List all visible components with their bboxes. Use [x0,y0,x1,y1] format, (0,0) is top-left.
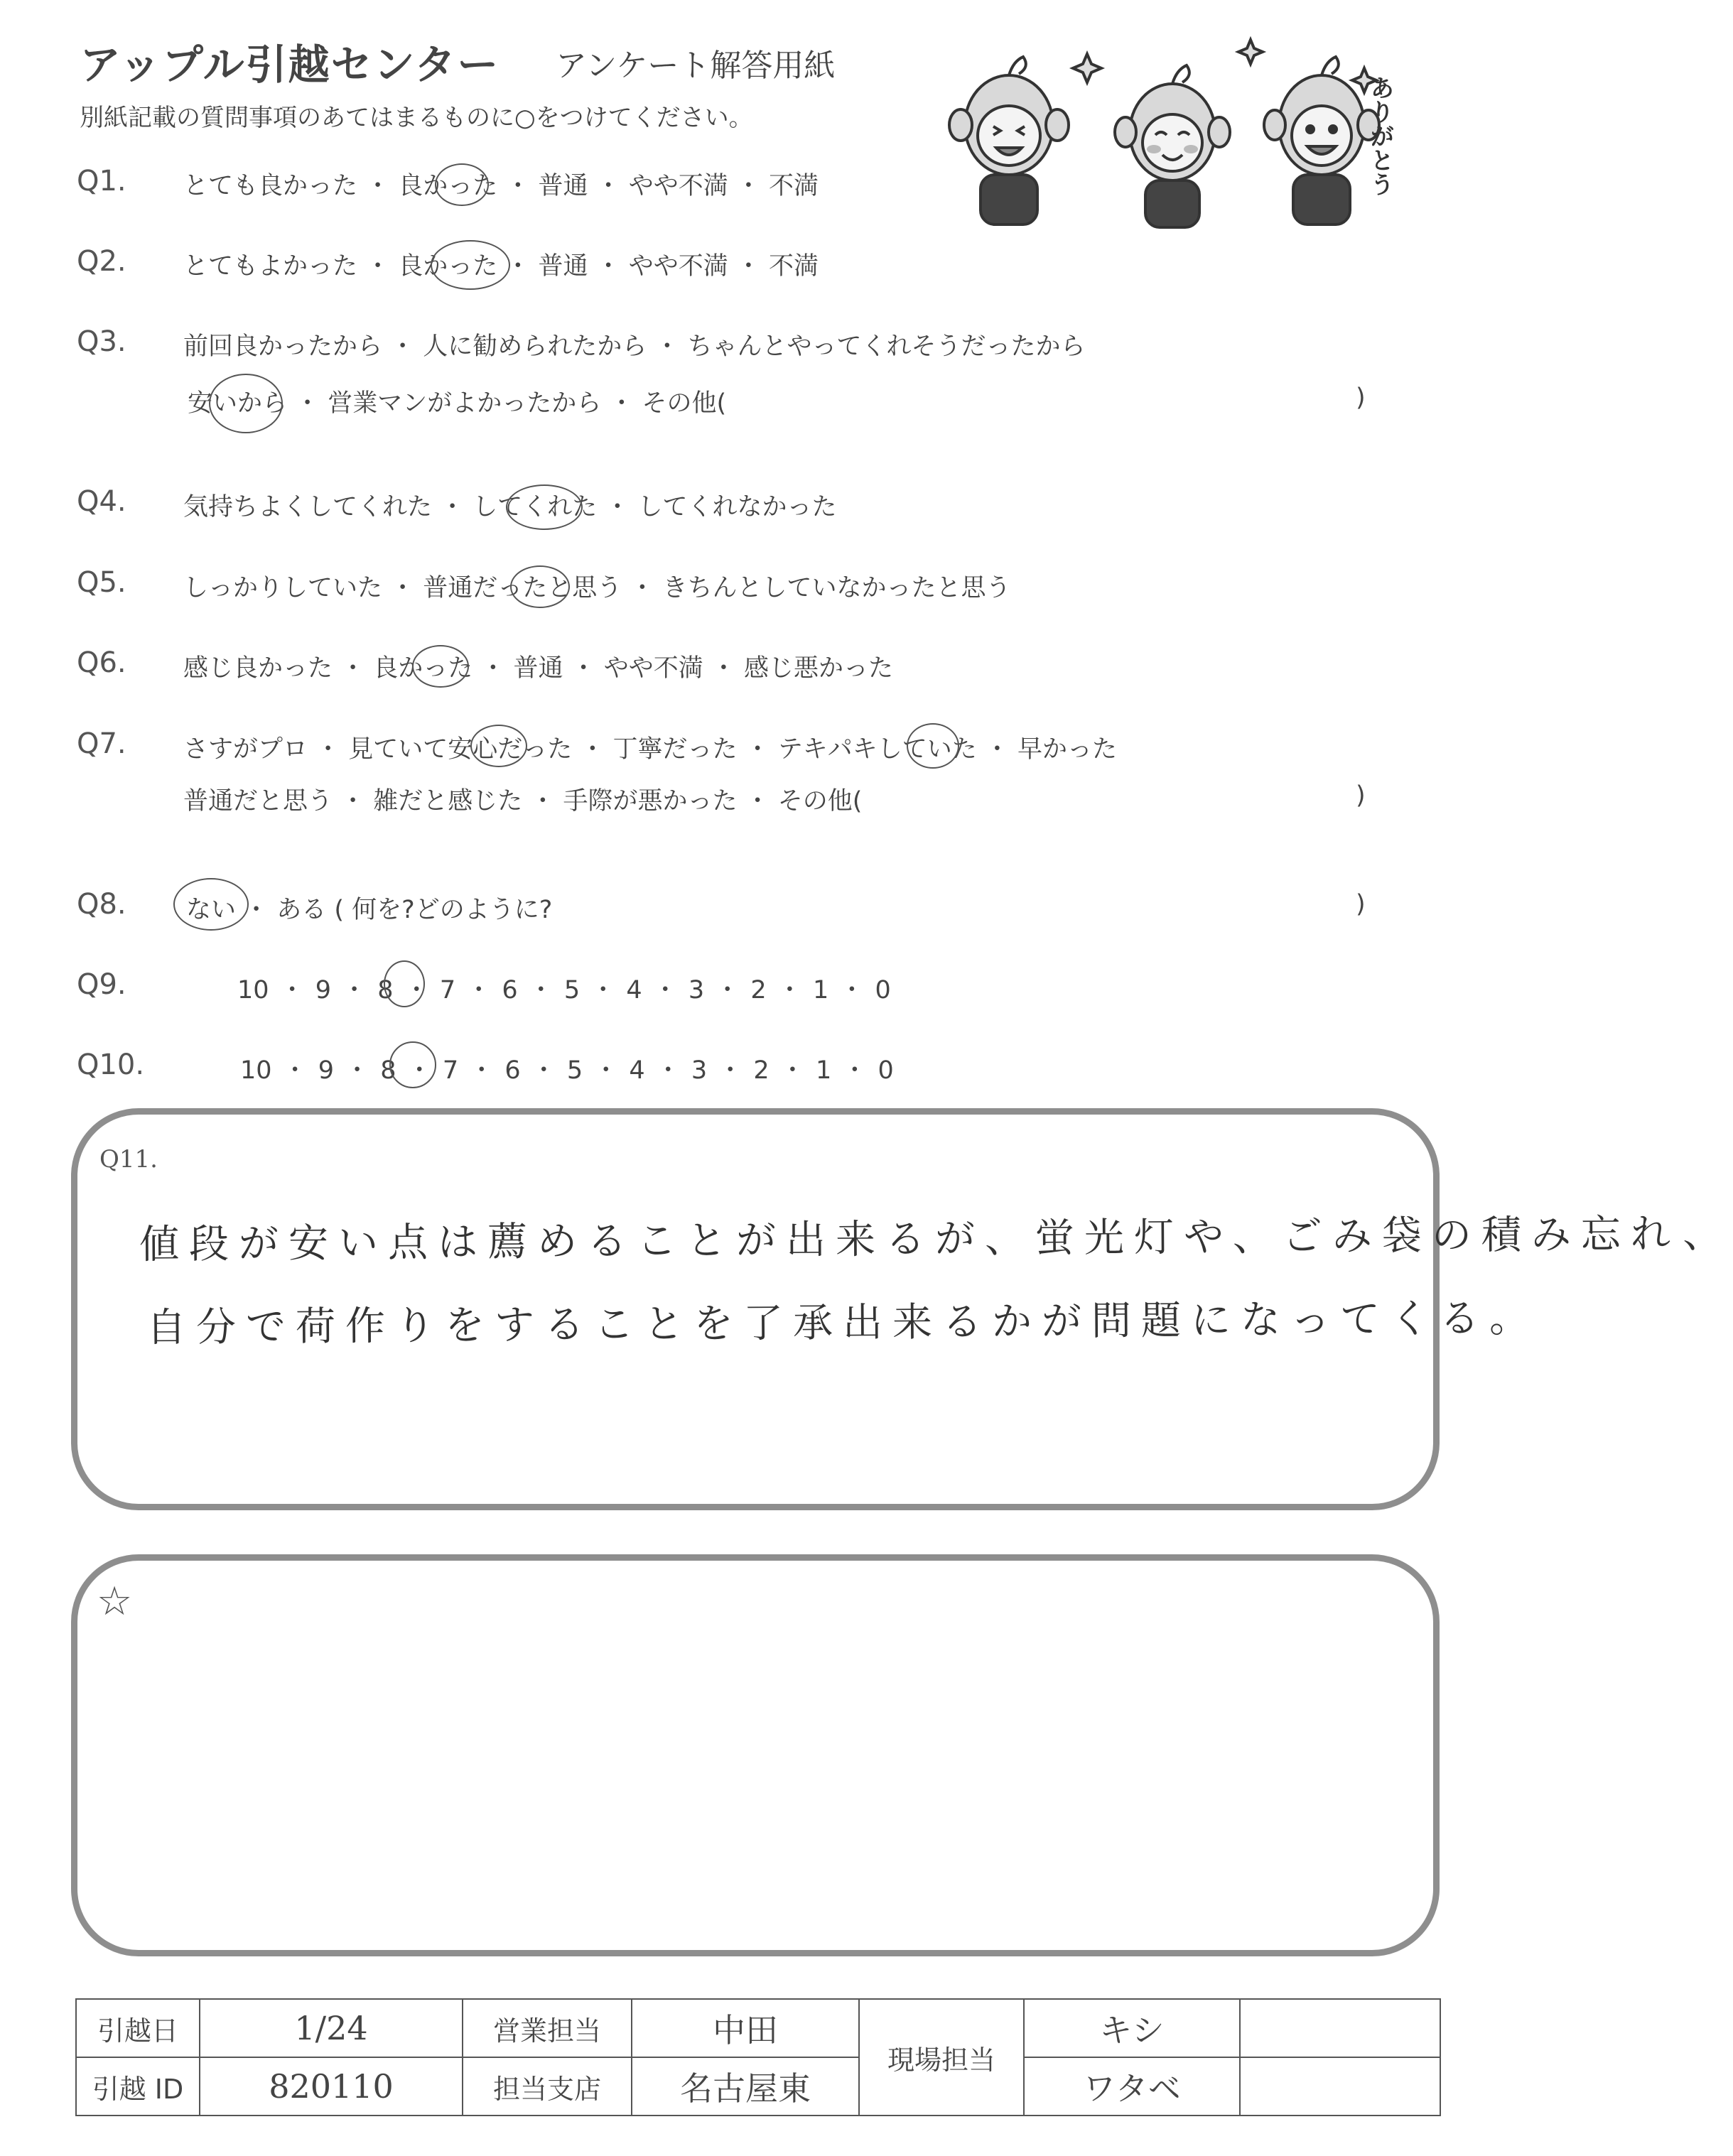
sales-rep-label: 営業担当 [463,1999,632,2057]
q2-options: とてもよかった ・ 良かった ・ 普通 ・ やや不満 ・ 不満 [183,252,819,281]
q11-label: Q11. [99,1145,158,1174]
comment-box [71,1554,1440,1956]
move-id-value: 820110 [200,2057,463,2116]
move-date-label: 引越日 [76,1999,200,2057]
move-id-label: 引越 ID [76,2057,200,2116]
q10-label: Q10. [77,1049,145,1081]
mascot-caption: ありがとう [1366,75,1394,196]
q8-label: Q8. [77,888,126,921]
branch-label: 担当支店 [463,2057,632,2116]
q4-options: 気持ちよくしてくれた ・ してくれた ・ してくれなかった [183,493,837,521]
q7-paren-close: ) [1356,781,1366,810]
q5-label: Q5. [77,566,126,599]
move-date-value: 1/24 [200,1999,463,2057]
site-staff-1: キシ [1024,1999,1240,2057]
q3-label: Q3. [77,325,126,358]
mascot-illustration [938,26,1393,239]
q3-options-line1: 前回良かったから ・ 人に勧められたから ・ ちゃんとやってくれそうだったから [183,332,1086,361]
q7-label: Q7. [77,727,126,760]
site-staff-extra-1 [1240,1999,1440,2057]
q2-label: Q2. [77,245,126,278]
q4-label: Q4. [77,485,126,518]
q8-options: ない ・ ある ( 何を?どのように? [186,896,553,924]
q7-options-line2: 普通だと思う ・ 雑だと感じた ・ 手際が悪かった ・ その他( [183,787,863,816]
sheet-title: アンケート解答用紙 [556,48,836,84]
q11-answer-line2: 自分で荷作りをすることを了承出来るかが問題になってくる。 [146,1295,1540,1351]
q8-paren-close: ) [1356,890,1366,919]
q5-options: しっかりしていた ・ 普通だったと思う ・ きちんとしていなかったと思う [183,574,1011,602]
brand-name: アップル引越センター [80,40,500,89]
q1-label: Q1. [77,165,126,197]
instruction-text: 別紙記載の質問事項のあてはまるものに○をつけてください。 [80,104,753,132]
q3-paren-close: ) [1356,384,1366,412]
site-staff-label: 現場担当 [859,1999,1024,2116]
sales-rep-value: 中田 [632,1999,859,2057]
star-icon: ☆ [97,1578,133,1625]
branch-value: 名古屋東 [632,2057,859,2116]
q6-options: 感じ良かった ・ 良かった ・ 普通 ・ やや不満 ・ 感じ悪かった [183,654,894,683]
q1-options: とても良かった ・ 良かった ・ 普通 ・ やや不満 ・ 不満 [183,172,819,200]
site-staff-extra-2 [1240,2057,1440,2116]
q3-options-line2: 安いから ・ 営業マンがよかったから ・ その他( [188,389,727,418]
q6-label: Q6. [77,646,126,679]
q9-scale: 10 ・ 9 ・ 8 ・ 7 ・ 6 ・ 5 ・ 4 ・ 3 ・ 2 ・ 1 ・ 0 [237,976,891,1004]
q7-options-line1: さすがプロ ・ 見ていて安心だった ・ 丁寧だった ・ テキパキしていた ・ 早かった [183,735,1118,764]
footer-info-table [75,1998,1441,2116]
site-staff-2: ワタベ [1024,2057,1240,2116]
q9-label: Q9. [77,968,126,1001]
q11-answer-line1: 値段が安い点は薦めることが出来るが、蛍光灯や、ごみ袋の積み忘れ、 [139,1210,1733,1268]
q10-scale: 10 ・ 9 ・ 8 ・ 7 ・ 6 ・ 5 ・ 4 ・ 3 ・ 2 ・ 1 ・ 0 [240,1056,894,1085]
